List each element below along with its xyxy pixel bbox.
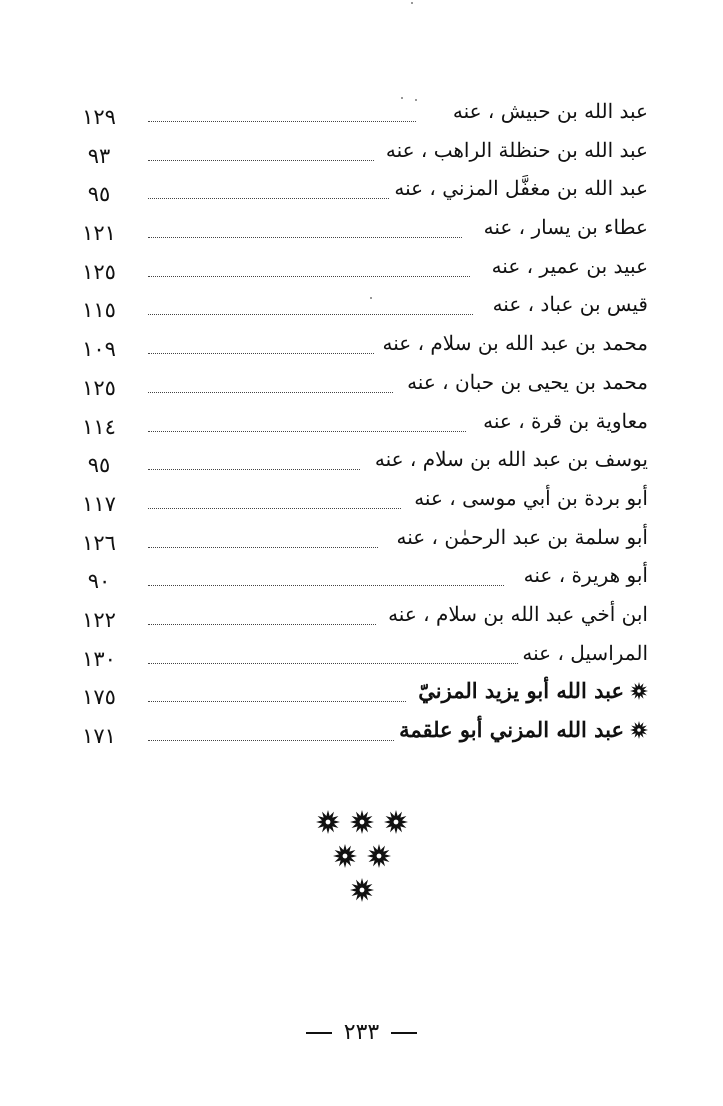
entry-page-number: ٩٠ xyxy=(87,569,111,594)
entry-name xyxy=(392,522,648,552)
entry-page-number: ١١٥ xyxy=(82,298,116,323)
entry-name-text: ابن أخي عبد الله بن سلام ، عنه xyxy=(388,601,648,626)
leader-dots xyxy=(148,556,504,586)
entry-page-number: ١٢١ xyxy=(82,221,116,246)
index-entry xyxy=(70,406,648,445)
entry-page-number: ٩٣ xyxy=(87,143,111,168)
entry-name-text: يوسف بن عبد الله بن سلام ، عنه xyxy=(374,447,648,472)
ornament-row xyxy=(0,839,723,873)
leader-dots xyxy=(148,672,406,702)
index-entry xyxy=(70,522,648,561)
leader-dots xyxy=(148,285,473,315)
entry-name xyxy=(395,715,648,745)
ornament-row xyxy=(0,805,723,839)
entry-page-number: ١٧٥ xyxy=(82,685,116,710)
entry-name-text: المراسيل ، عنه xyxy=(522,640,648,665)
leader-dots xyxy=(148,595,376,625)
entry-name-text: معاوية بن قرة ، عنه xyxy=(483,408,648,433)
index-entry xyxy=(70,173,648,212)
index-entry xyxy=(70,560,648,599)
index-heading-entry xyxy=(70,715,648,754)
entry-name-text: محمد بن يحيى بن حبان ، عنه xyxy=(407,369,648,394)
entry-name xyxy=(489,289,648,319)
ornament-row xyxy=(0,873,723,907)
leader-dots xyxy=(148,92,416,122)
leader-dots xyxy=(148,440,360,470)
leader-dots xyxy=(148,711,406,741)
index-heading-entry xyxy=(70,676,648,715)
entry-page-number: ١١٤ xyxy=(82,414,116,439)
entry-page-number: ١٢٥ xyxy=(82,259,116,284)
entry-name-text: عبد الله بن حنظلة الراهب ، عنه xyxy=(385,137,648,162)
leader-dots xyxy=(148,208,462,238)
leader-dots xyxy=(148,169,391,199)
entry-name xyxy=(488,251,648,281)
index-entry xyxy=(70,367,648,406)
entry-name xyxy=(520,560,648,590)
entry-page-number: ١٢٦ xyxy=(82,530,116,555)
ornament-stars xyxy=(0,805,723,907)
leader-dots xyxy=(148,479,401,509)
entry-page-number: ١٠٩ xyxy=(82,337,116,362)
page-number-value: ٢٣٣ xyxy=(343,1020,380,1045)
entry-page-number: ١١٧ xyxy=(82,491,116,516)
page-number-dash xyxy=(391,1032,417,1034)
leader-dots xyxy=(148,131,374,161)
ornament-star-icon xyxy=(333,844,357,868)
entry-name xyxy=(480,212,648,242)
entry-page-number: ١٢٥ xyxy=(82,375,116,400)
index-entry xyxy=(70,289,648,328)
leader-dots xyxy=(148,363,393,393)
entry-name-text: محمد بن عبد الله بن سلام ، عنه xyxy=(382,331,648,356)
leader-dots xyxy=(148,402,466,432)
entry-name-text: عبد الله بن حبيش ، عنه xyxy=(452,99,648,123)
page-number-dash xyxy=(306,1032,332,1034)
index-entry xyxy=(70,212,648,251)
entry-name xyxy=(403,367,648,397)
leader-dots xyxy=(148,518,378,548)
ornament-star-icon xyxy=(384,810,408,834)
entry-page-number: ١٧١ xyxy=(82,724,116,748)
entry-page-number: ٩٥ xyxy=(87,453,111,478)
entry-name xyxy=(371,444,648,474)
leader-dots xyxy=(148,324,374,354)
ornament-star-icon xyxy=(350,878,374,902)
entry-name-text: عبد الله بن مغفَّل المزني ، عنه xyxy=(394,176,648,201)
entry-name xyxy=(382,135,648,165)
index-entry xyxy=(70,135,648,174)
index-list xyxy=(70,96,648,754)
leader-dots xyxy=(148,247,470,277)
index-entry xyxy=(70,638,648,677)
entry-name-text: قيس بن عباد ، عنه xyxy=(492,292,648,317)
entry-name-text: عبيد بن عمير ، عنه xyxy=(491,253,648,278)
entry-name xyxy=(449,96,648,126)
ornament-star-icon xyxy=(316,810,340,834)
entry-name-text: عطاء بن يسار ، عنه xyxy=(483,215,648,240)
entry-page-number: ٩٥ xyxy=(87,182,111,207)
entry-name-text: عبد الله المزني أبو علقمة xyxy=(399,717,624,742)
entry-name-text: أبو بردة بن أبي موسى ، عنه xyxy=(414,485,648,510)
ornament-star-icon xyxy=(367,844,391,868)
entry-name xyxy=(384,599,648,629)
entry-name-text: أبو هريرة ، عنه xyxy=(523,563,648,588)
entry-name xyxy=(390,173,648,203)
leader-dots xyxy=(148,634,520,664)
entry-name xyxy=(379,328,648,358)
entry-name xyxy=(518,638,648,668)
star-bullet-icon xyxy=(630,682,648,700)
entry-name xyxy=(410,483,648,513)
index-entry xyxy=(70,251,648,290)
entry-name xyxy=(479,406,648,436)
star-bullet-icon xyxy=(630,721,648,739)
index-entry xyxy=(70,328,648,367)
entry-name-text: عبد الله أبو يزيد المزنيّ xyxy=(418,678,624,704)
entry-name xyxy=(414,676,648,706)
ornament-star-icon xyxy=(350,810,374,834)
index-entry xyxy=(70,444,648,483)
index-entry xyxy=(70,96,648,135)
index-entry xyxy=(70,599,648,638)
page-number xyxy=(0,1020,723,1045)
entry-name-text: أبو سلمة بن عبد الرحمٰن ، عنه xyxy=(396,524,648,549)
paper-speck xyxy=(411,2,413,4)
entry-page-number: ١٢٢ xyxy=(82,607,116,632)
entry-page-number: ١٢٩ xyxy=(82,105,116,129)
index-entry xyxy=(70,483,648,522)
entry-page-number: ١٣٠ xyxy=(82,646,116,671)
